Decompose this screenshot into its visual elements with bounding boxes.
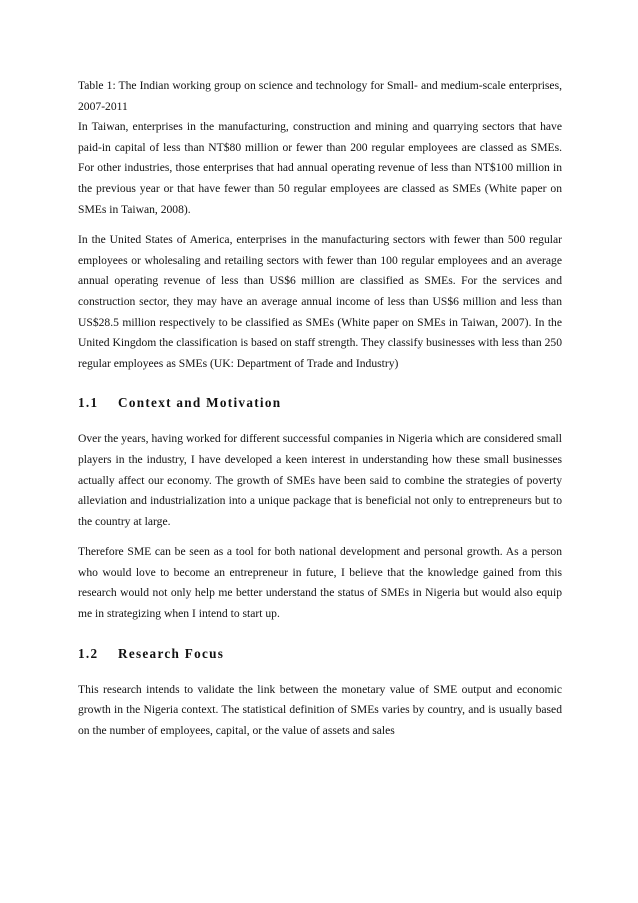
section-title: Research Focus	[118, 645, 225, 661]
section-number: 1.2	[78, 645, 99, 661]
paragraph-taiwan: In Taiwan, enterprises in the manufacturing, construction and mining and quarrying sectors that have paid-in capital of less than NT$80 million or fewer than 200 regular employees are classed as SMEs. For other industries, those enterprises that had annual operating revenue of less than NT$100 million in the previous year or that have fewer than 50 regular employees are classed as SMEs (White paper on SMEs in Taiwan, 2008).	[78, 120, 562, 216]
paragraph-context-1: Over the years, having worked for different successful companies in Nigeria which are considered small players in the industry, I have developed a keen interest in understanding how these small businesses actually affect our economy. The growth of SMEs have been said to combine the strategies of poverty alleviation and industrialization into a unique package that is beneficial not only to entrepreneurs but to the country at large.	[78, 432, 562, 528]
document-page	[78, 76, 562, 741]
section-title: Context and Motivation	[118, 395, 282, 411]
section-heading-context-motivation	[78, 393, 562, 413]
paragraph-context-2: Therefore SME can be seen as a tool for both national development and personal growth. As a person who would love to become an entrepreneur in future, I believe that the knowledge gained from this research would not only help me better understand the status of SMEs in Nigeria but would also equip me in strategizing when I intend to start up.	[78, 545, 562, 621]
table-caption: Table 1: The Indian working group on science and technology for Small- and medium-scale enterprises, 2007-2011	[78, 79, 562, 113]
paragraph-research-focus: This research intends to validate the link between the monetary value of SME output and economic growth in the Nigeria context. The statistical definition of SMEs varies by country, and is usually based on the number of employees, capital, or the value of assets and sales	[78, 682, 562, 737]
paragraph-usa-uk: In the United States of America, enterprises in the manufacturing sectors with fewer than 500 regular employees or wholesaling and retailing sectors with fewer than 100 regular employees and an average annual operating revenue of less than US$6 million are classified as SMEs. For the services and construction sector, they may have an average annual income of less than US$6 million and less than US$28.5 million respectively to be classified as SMEs (White paper on SMEs in Taiwan, 2007). In the United Kingdom the classification is based on staff strength. They classify businesses with less than 250 regular employees as SMEs (UK: Department of Trade and Industry)	[78, 233, 562, 370]
section-heading-research-focus	[78, 644, 562, 664]
section-number: 1.1	[78, 395, 99, 411]
